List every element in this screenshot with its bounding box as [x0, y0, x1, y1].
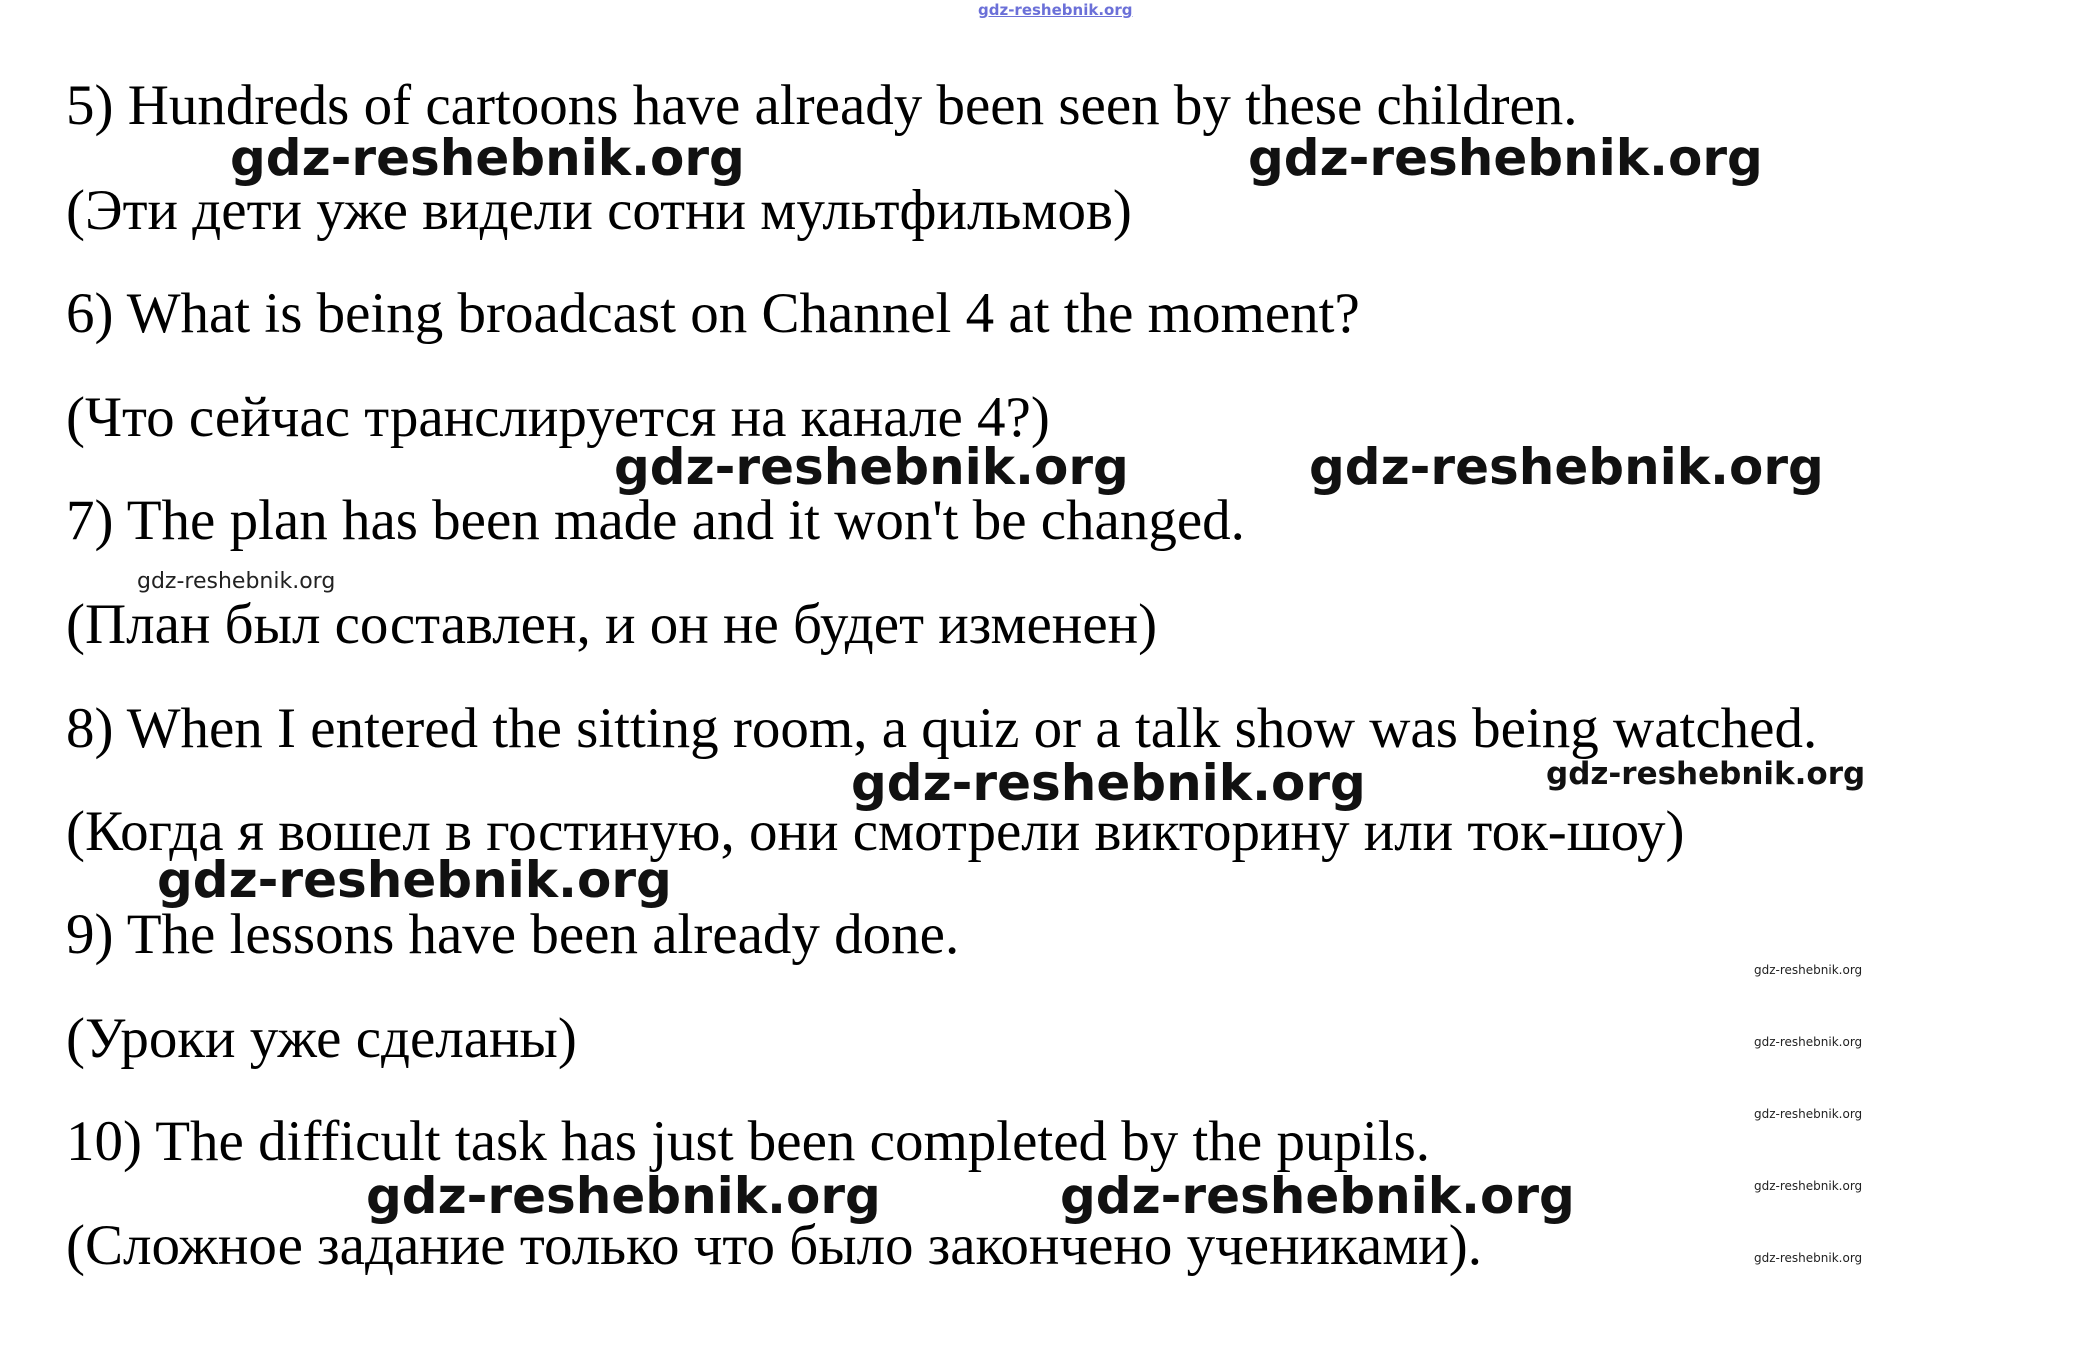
watermark: gdz-reshebnik.org [157, 851, 672, 909]
sentence-6-english: 6) What is being broadcast on Channel 4 at the moment? [66, 282, 1360, 345]
sentence-8-english: 8) When I entered the sitting room, a quiz or a talk show was being watched. [66, 697, 1818, 760]
watermark: gdz-reshebnik.org [1754, 963, 1863, 977]
watermark: gdz-reshebnik.org [1248, 129, 1763, 187]
watermark: gdz-reshebnik.org [230, 129, 745, 187]
watermark: gdz-reshebnik.org [1546, 756, 1866, 792]
watermark: gdz-reshebnik.org [1060, 1167, 1575, 1225]
watermark: gdz-reshebnik.org [851, 754, 1366, 812]
header-watermark[interactable]: gdz-reshebnik.org [978, 1, 1133, 19]
sentence-10-russian: (Сложное задание только что было закончено учениками). [66, 1214, 1483, 1277]
sentence-9-russian: (Уроки уже сделаны) [66, 1007, 577, 1070]
sentence-6-russian: (Что сейчас транслируется на канале 4?) [66, 386, 1050, 449]
watermark: gdz-reshebnik.org [1754, 1179, 1863, 1193]
sentence-7-english: 7) The plan has been made and it won't be changed. [66, 489, 1245, 552]
watermark: gdz-reshebnik.org [1754, 1035, 1863, 1049]
watermark: gdz-reshebnik.org [1754, 1251, 1863, 1265]
watermark: gdz-reshebnik.org [366, 1167, 881, 1225]
watermark: gdz-reshebnik.org [1754, 1107, 1863, 1121]
watermark: gdz-reshebnik.org [1309, 438, 1824, 496]
sentence-9-english: 9) The lessons have been already done. [66, 903, 960, 966]
sentence-8-russian: (Когда я вошел в гостиную, они смотрели викторину или ток-шоу) [66, 800, 1685, 863]
sentence-5-russian: (Эти дети уже видели сотни мультфильмов) [66, 179, 1132, 242]
sentence-7-russian: (План был составлен, и он не будет изменен) [66, 593, 1158, 656]
sentence-5-english: 5) Hundreds of cartoons have already been seen by these children. [66, 74, 1578, 137]
watermark: gdz-reshebnik.org [614, 438, 1129, 496]
watermark: gdz-reshebnik.org [137, 569, 336, 594]
sentence-10-english: 10) The difficult task has just been completed by the pupils. [66, 1110, 1431, 1173]
